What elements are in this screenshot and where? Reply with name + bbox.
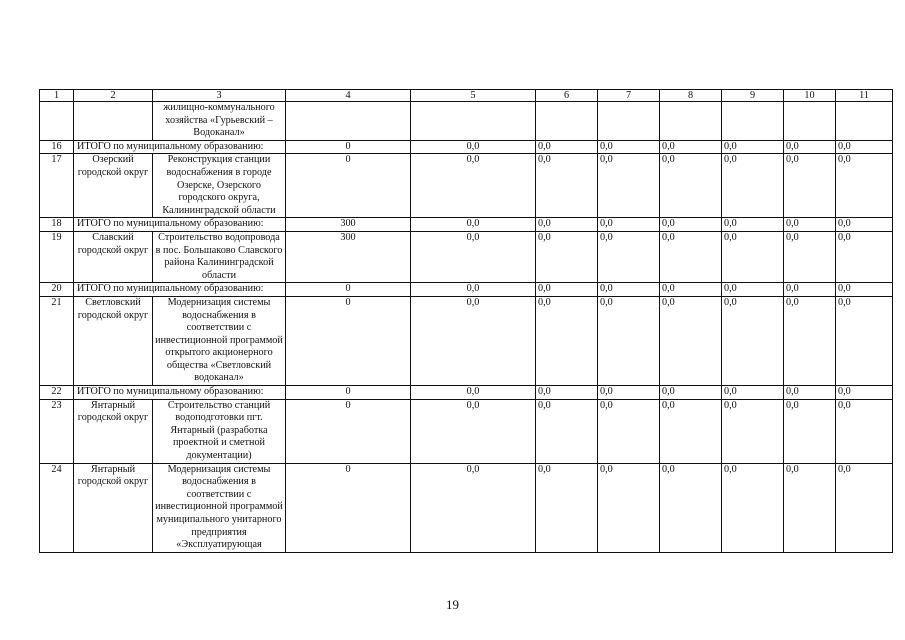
total-label-cell: ИТОГО по муниципальному образованию: bbox=[74, 283, 286, 297]
value-cell: 0 bbox=[286, 140, 411, 154]
value-cell: 0,0 bbox=[722, 231, 784, 282]
value-cell: 0 bbox=[286, 154, 411, 218]
total-row bbox=[40, 283, 893, 297]
table-row bbox=[40, 463, 893, 552]
value-cell: 0,0 bbox=[722, 140, 784, 154]
value-cell: 0,0 bbox=[722, 218, 784, 232]
value-cell bbox=[722, 102, 784, 141]
project-cell: жилищно-коммунального хозяйства «Гурьевский – Водоканал» bbox=[153, 102, 286, 141]
value-cell: 0,0 bbox=[660, 140, 722, 154]
municipality-cell: Янтарный городской округ bbox=[74, 463, 153, 552]
value-cell: 0,0 bbox=[411, 140, 536, 154]
value-cell: 0,0 bbox=[836, 154, 893, 218]
row-number-cell: 17 bbox=[40, 154, 74, 218]
value-cell: 0,0 bbox=[536, 154, 598, 218]
row-number-cell: 22 bbox=[40, 386, 74, 400]
page-number: 19 bbox=[446, 597, 459, 612]
value-cell: 0,0 bbox=[836, 296, 893, 385]
row-number-cell: 19 bbox=[40, 231, 74, 282]
value-cell: 0,0 bbox=[411, 231, 536, 282]
column-header: 9 bbox=[722, 90, 784, 102]
value-cell: 0,0 bbox=[411, 154, 536, 218]
value-cell: 0,0 bbox=[722, 386, 784, 400]
column-header: 10 bbox=[784, 90, 836, 102]
value-cell: 0,0 bbox=[836, 231, 893, 282]
column-header: 2 bbox=[74, 90, 153, 102]
total-label-cell: ИТОГО по муниципальному образованию: bbox=[74, 218, 286, 232]
total-row bbox=[40, 218, 893, 232]
column-header: 11 bbox=[836, 90, 893, 102]
column-header: 6 bbox=[536, 90, 598, 102]
value-cell bbox=[784, 102, 836, 141]
value-cell bbox=[536, 102, 598, 141]
value-cell: 0,0 bbox=[784, 386, 836, 400]
column-header: 1 bbox=[40, 90, 74, 102]
municipality-cell: Янтарный городской округ bbox=[74, 399, 153, 463]
value-cell: 0,0 bbox=[411, 386, 536, 400]
value-cell: 0,0 bbox=[598, 399, 660, 463]
value-cell: 0,0 bbox=[836, 386, 893, 400]
value-cell: 0,0 bbox=[536, 399, 598, 463]
municipality-cell bbox=[74, 102, 153, 141]
value-cell: 0,0 bbox=[722, 296, 784, 385]
value-cell: 0,0 bbox=[660, 296, 722, 385]
municipality-cell: Светловский городской округ bbox=[74, 296, 153, 385]
row-number-cell: 21 bbox=[40, 296, 74, 385]
value-cell: 0,0 bbox=[411, 218, 536, 232]
value-cell: 0,0 bbox=[722, 463, 784, 552]
project-cell: Модернизация системы водоснабжения в соответствии с инвестиционной программой муниципального унитарного предприятия «Эксплуатирующая bbox=[153, 463, 286, 552]
column-header: 7 bbox=[598, 90, 660, 102]
value-cell: 300 bbox=[286, 218, 411, 232]
column-header: 4 bbox=[286, 90, 411, 102]
value-cell: 300 bbox=[286, 231, 411, 282]
row-number-cell: 20 bbox=[40, 283, 74, 297]
value-cell: 0,0 bbox=[660, 463, 722, 552]
value-cell: 0,0 bbox=[411, 283, 536, 297]
value-cell: 0,0 bbox=[536, 296, 598, 385]
value-cell: 0,0 bbox=[660, 218, 722, 232]
value-cell: 0,0 bbox=[660, 386, 722, 400]
value-cell: 0 bbox=[286, 283, 411, 297]
value-cell: 0,0 bbox=[722, 154, 784, 218]
value-cell: 0,0 bbox=[598, 154, 660, 218]
value-cell: 0,0 bbox=[660, 231, 722, 282]
table-row bbox=[40, 231, 893, 282]
row-number-cell: 18 bbox=[40, 218, 74, 232]
project-cell: Строительство станций водоподготовки пгт. Янтарный (разработка проектной и сметной документации) bbox=[153, 399, 286, 463]
value-cell: 0,0 bbox=[836, 283, 893, 297]
value-cell bbox=[836, 102, 893, 141]
value-cell: 0,0 bbox=[411, 296, 536, 385]
project-cell: Реконструкция станции водоснабжения в городе Озерске, Озерского городского округа, Калининградской области bbox=[153, 154, 286, 218]
value-cell: 0,0 bbox=[598, 386, 660, 400]
row-number-cell: 16 bbox=[40, 140, 74, 154]
value-cell: 0,0 bbox=[598, 463, 660, 552]
value-cell: 0,0 bbox=[836, 218, 893, 232]
value-cell: 0,0 bbox=[536, 140, 598, 154]
value-cell: 0,0 bbox=[722, 283, 784, 297]
column-header: 5 bbox=[411, 90, 536, 102]
total-row bbox=[40, 140, 893, 154]
column-header: 8 bbox=[660, 90, 722, 102]
value-cell: 0,0 bbox=[784, 154, 836, 218]
column-header: 3 bbox=[153, 90, 286, 102]
row-number-cell: 23 bbox=[40, 399, 74, 463]
header-row bbox=[40, 90, 893, 102]
project-cell: Модернизация системы водоснабжения в соответствии с инвестиционной программой открытого акционерного общества «Светловский водоканал» bbox=[153, 296, 286, 385]
value-cell: 0,0 bbox=[536, 218, 598, 232]
continuation-row bbox=[40, 102, 893, 141]
value-cell: 0 bbox=[286, 386, 411, 400]
row-number-cell: 24 bbox=[40, 463, 74, 552]
value-cell: 0,0 bbox=[598, 283, 660, 297]
value-cell: 0,0 bbox=[598, 296, 660, 385]
value-cell: 0 bbox=[286, 463, 411, 552]
value-cell: 0,0 bbox=[660, 154, 722, 218]
value-cell: 0,0 bbox=[598, 218, 660, 232]
value-cell: 0,0 bbox=[536, 386, 598, 400]
row-number-cell bbox=[40, 102, 74, 141]
total-row bbox=[40, 386, 893, 400]
value-cell: 0,0 bbox=[660, 283, 722, 297]
value-cell: 0,0 bbox=[536, 463, 598, 552]
value-cell: 0,0 bbox=[784, 463, 836, 552]
value-cell: 0,0 bbox=[722, 399, 784, 463]
total-label-cell: ИТОГО по муниципальному образованию: bbox=[74, 386, 286, 400]
data-table bbox=[39, 89, 893, 553]
municipality-cell: Славский городской округ bbox=[74, 231, 153, 282]
total-label-cell: ИТОГО по муниципальному образованию: bbox=[74, 140, 286, 154]
value-cell: 0,0 bbox=[660, 399, 722, 463]
value-cell: 0 bbox=[286, 399, 411, 463]
municipality-cell: Озерский городской округ bbox=[74, 154, 153, 218]
value-cell: 0,0 bbox=[411, 463, 536, 552]
value-cell: 0,0 bbox=[836, 140, 893, 154]
value-cell: 0 bbox=[286, 296, 411, 385]
table-row bbox=[40, 154, 893, 218]
value-cell bbox=[286, 102, 411, 141]
value-cell bbox=[660, 102, 722, 141]
value-cell: 0,0 bbox=[784, 231, 836, 282]
value-cell: 0,0 bbox=[784, 283, 836, 297]
value-cell: 0,0 bbox=[784, 140, 836, 154]
value-cell: 0,0 bbox=[598, 140, 660, 154]
value-cell bbox=[598, 102, 660, 141]
value-cell: 0,0 bbox=[536, 231, 598, 282]
value-cell: 0,0 bbox=[598, 231, 660, 282]
value-cell: 0,0 bbox=[784, 218, 836, 232]
value-cell bbox=[411, 102, 536, 141]
value-cell: 0,0 bbox=[411, 399, 536, 463]
project-cell: Строительство водопровода в пос. Большаково Славского района Калининградской области bbox=[153, 231, 286, 282]
table-row bbox=[40, 296, 893, 385]
table-row bbox=[40, 399, 893, 463]
value-cell: 0,0 bbox=[836, 399, 893, 463]
value-cell: 0,0 bbox=[784, 296, 836, 385]
value-cell: 0,0 bbox=[836, 463, 893, 552]
value-cell: 0,0 bbox=[536, 283, 598, 297]
value-cell: 0,0 bbox=[784, 399, 836, 463]
